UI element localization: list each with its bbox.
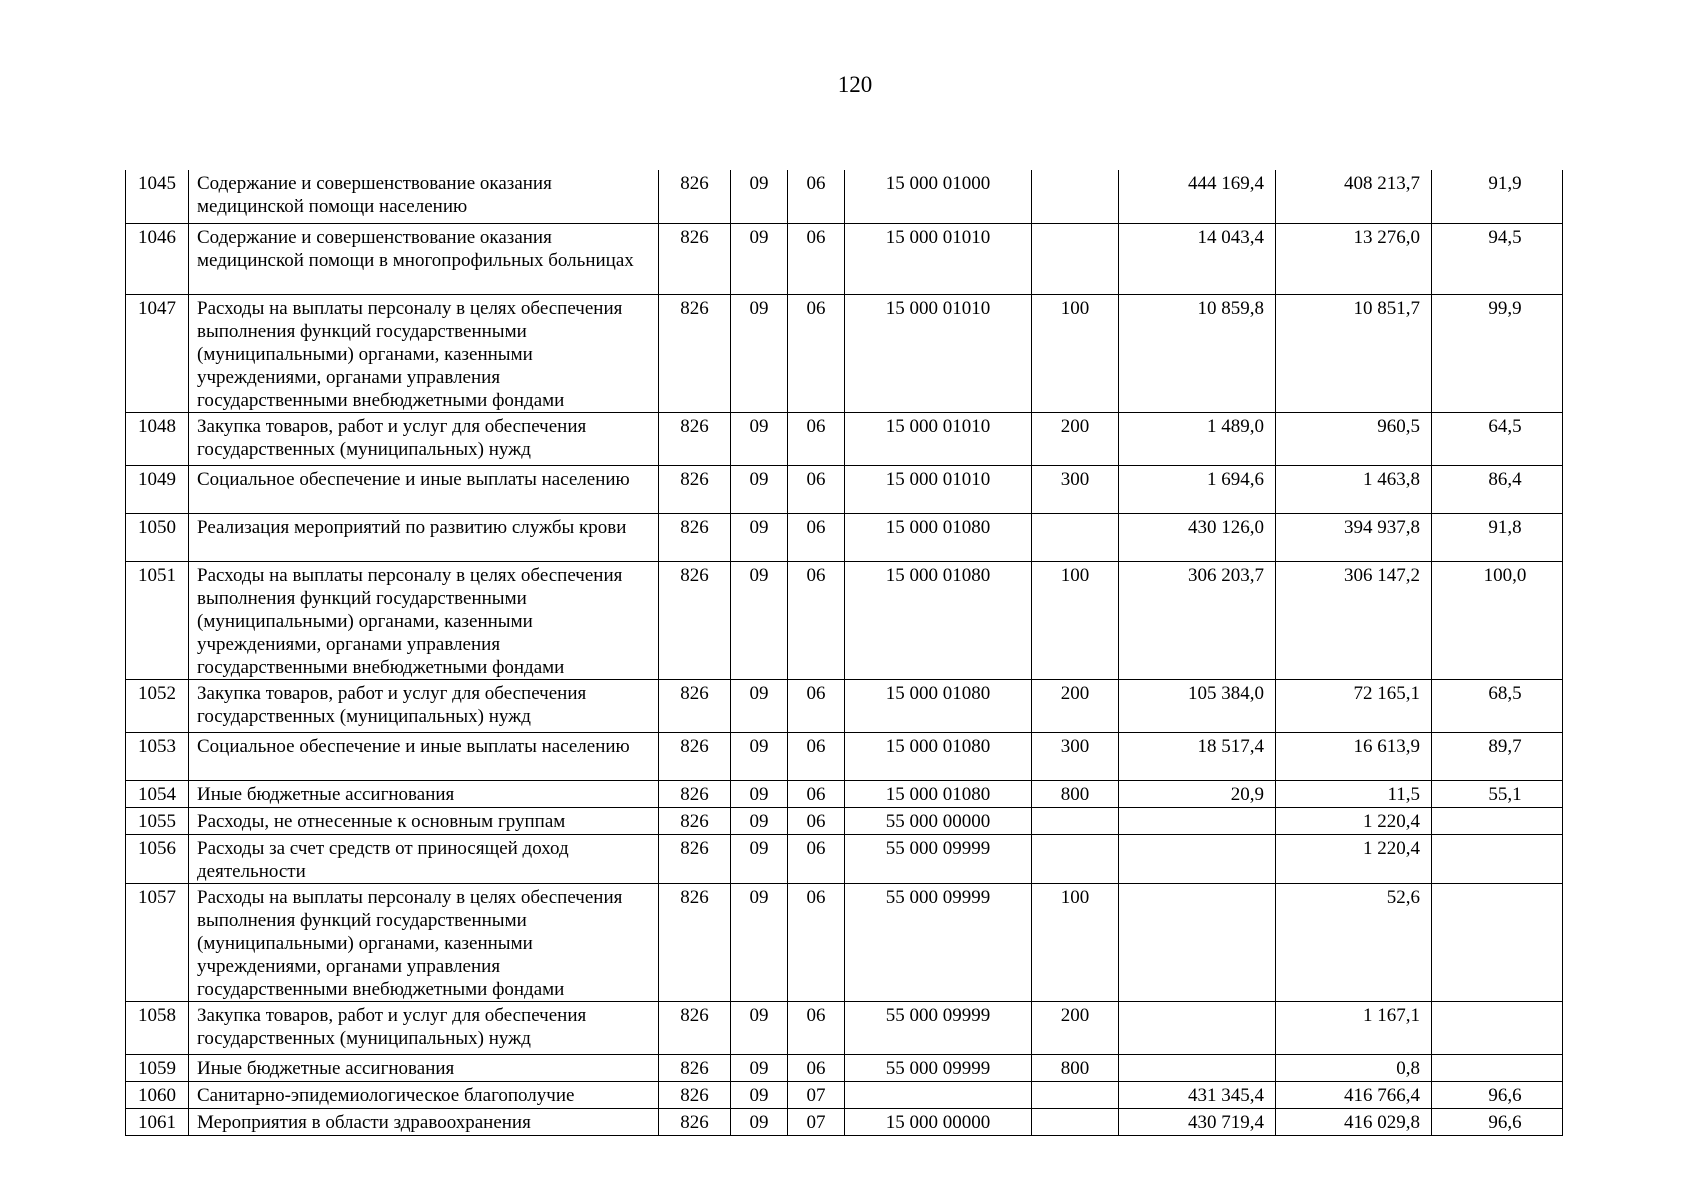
- row-pr: 06: [788, 1054, 845, 1081]
- row-ved: 826: [659, 834, 731, 883]
- row-ved: 826: [659, 1108, 731, 1135]
- row-rz: 09: [731, 1081, 788, 1108]
- row-vr: 200: [1032, 412, 1119, 465]
- row-name: Содержание и совершенствование оказания медицинской помощи в многопрофильных больницах: [189, 223, 659, 294]
- row-name: Санитарно-эпидемиологическое благополучие: [189, 1081, 659, 1108]
- row-plan: 14 043,4: [1119, 223, 1276, 294]
- table-row: [126, 1054, 1563, 1081]
- row-rz: 09: [731, 883, 788, 1001]
- row-number: 1051: [126, 561, 189, 679]
- row-ved: 826: [659, 223, 731, 294]
- row-rz: 09: [731, 1108, 788, 1135]
- row-number: 1049: [126, 465, 189, 513]
- row-number: 1061: [126, 1108, 189, 1135]
- row-plan: 444 169,4: [1119, 170, 1276, 223]
- row-name: Содержание и совершенствование оказания медицинской помощи населению: [189, 170, 659, 223]
- row-csr: 15 000 01080: [845, 561, 1032, 679]
- row-name: Иные бюджетные ассигнования: [189, 780, 659, 807]
- row-percent: 89,7: [1432, 732, 1563, 780]
- row-percent: 55,1: [1432, 780, 1563, 807]
- row-plan: 430 126,0: [1119, 513, 1276, 561]
- row-ved: 826: [659, 412, 731, 465]
- row-ved: 826: [659, 1001, 731, 1054]
- row-vr: [1032, 223, 1119, 294]
- row-number: 1047: [126, 294, 189, 412]
- row-ved: 826: [659, 807, 731, 834]
- row-rz: 09: [731, 412, 788, 465]
- row-plan: [1119, 1054, 1276, 1081]
- row-percent: 99,9: [1432, 294, 1563, 412]
- row-vr: 300: [1032, 465, 1119, 513]
- row-name: Закупка товаров, работ и услуг для обеспечения государственных (муниципальных) нужд: [189, 412, 659, 465]
- table-row: [126, 412, 1563, 465]
- row-rz: 09: [731, 732, 788, 780]
- row-fact: 1 463,8: [1276, 465, 1432, 513]
- row-ved: 826: [659, 883, 731, 1001]
- row-vr: 800: [1032, 780, 1119, 807]
- row-ved: 826: [659, 513, 731, 561]
- row-plan: 10 859,8: [1119, 294, 1276, 412]
- row-csr: 55 000 00000: [845, 807, 1032, 834]
- table-row: [126, 1001, 1563, 1054]
- row-vr: 300: [1032, 732, 1119, 780]
- row-rz: 09: [731, 513, 788, 561]
- row-percent: 64,5: [1432, 412, 1563, 465]
- row-fact: 1 220,4: [1276, 834, 1432, 883]
- row-csr: 55 000 09999: [845, 834, 1032, 883]
- row-csr: 15 000 01010: [845, 465, 1032, 513]
- row-vr: [1032, 513, 1119, 561]
- row-vr: [1032, 834, 1119, 883]
- row-number: 1054: [126, 780, 189, 807]
- row-number: 1055: [126, 807, 189, 834]
- row-rz: 09: [731, 223, 788, 294]
- row-ved: 826: [659, 1054, 731, 1081]
- table-row: [126, 223, 1563, 294]
- row-csr: 15 000 01080: [845, 732, 1032, 780]
- row-fact: 0,8: [1276, 1054, 1432, 1081]
- row-name: Закупка товаров, работ и услуг для обеспечения государственных (муниципальных) нужд: [189, 679, 659, 732]
- table-row: [126, 513, 1563, 561]
- table-row: [126, 465, 1563, 513]
- row-name: Расходы, не отнесенные к основным группам: [189, 807, 659, 834]
- row-name: Закупка товаров, работ и услуг для обеспечения государственных (муниципальных) нужд: [189, 1001, 659, 1054]
- row-percent: [1432, 1001, 1563, 1054]
- row-rz: 09: [731, 679, 788, 732]
- row-plan: 105 384,0: [1119, 679, 1276, 732]
- row-rz: 09: [731, 1001, 788, 1054]
- row-pr: 06: [788, 807, 845, 834]
- row-csr: 15 000 01080: [845, 513, 1032, 561]
- row-plan: 430 719,4: [1119, 1108, 1276, 1135]
- row-pr: 06: [788, 465, 845, 513]
- row-fact: 416 766,4: [1276, 1081, 1432, 1108]
- row-name: Расходы на выплаты персоналу в целях обеспечения выполнения функций государственными (муниципальными) органами, казенными учреждениями, органами управления государственными внебюджетными фондами: [189, 294, 659, 412]
- row-number: 1048: [126, 412, 189, 465]
- row-number: 1045: [126, 170, 189, 223]
- row-name: Мероприятия в области здравоохранения: [189, 1108, 659, 1135]
- page-number: 120: [837, 72, 873, 97]
- row-fact: 72 165,1: [1276, 679, 1432, 732]
- row-csr: 55 000 09999: [845, 883, 1032, 1001]
- row-csr: 55 000 09999: [845, 1054, 1032, 1081]
- row-percent: 91,9: [1432, 170, 1563, 223]
- row-vr: 200: [1032, 679, 1119, 732]
- row-plan: 431 345,4: [1119, 1081, 1276, 1108]
- row-pr: 07: [788, 1108, 845, 1135]
- row-number: 1050: [126, 513, 189, 561]
- row-csr: [845, 1081, 1032, 1108]
- row-fact: 16 613,9: [1276, 732, 1432, 780]
- row-vr: 100: [1032, 561, 1119, 679]
- row-pr: 06: [788, 412, 845, 465]
- row-number: 1060: [126, 1081, 189, 1108]
- row-ved: 826: [659, 780, 731, 807]
- row-fact: 960,5: [1276, 412, 1432, 465]
- row-rz: 09: [731, 834, 788, 883]
- row-name: Социальное обеспечение и иные выплаты населению: [189, 732, 659, 780]
- row-pr: 07: [788, 1081, 845, 1108]
- row-plan: 18 517,4: [1119, 732, 1276, 780]
- row-csr: 15 000 01010: [845, 294, 1032, 412]
- row-percent: [1432, 1054, 1563, 1081]
- row-fact: 13 276,0: [1276, 223, 1432, 294]
- row-pr: 06: [788, 780, 845, 807]
- row-vr: 200: [1032, 1001, 1119, 1054]
- row-ved: 826: [659, 561, 731, 679]
- row-pr: 06: [788, 1001, 845, 1054]
- row-csr: 15 000 01010: [845, 223, 1032, 294]
- row-number: 1056: [126, 834, 189, 883]
- row-plan: 20,9: [1119, 780, 1276, 807]
- row-pr: 06: [788, 679, 845, 732]
- row-ved: 826: [659, 732, 731, 780]
- row-pr: 06: [788, 834, 845, 883]
- table-row: [126, 780, 1563, 807]
- row-plan: [1119, 1001, 1276, 1054]
- table-row: [126, 170, 1563, 223]
- table-row: [126, 1108, 1563, 1135]
- row-name: Социальное обеспечение и иные выплаты населению: [189, 465, 659, 513]
- row-percent: [1432, 807, 1563, 834]
- row-ved: 826: [659, 679, 731, 732]
- row-pr: 06: [788, 513, 845, 561]
- row-rz: 09: [731, 561, 788, 679]
- row-pr: 06: [788, 170, 845, 223]
- row-csr: 15 000 01080: [845, 780, 1032, 807]
- row-ved: 826: [659, 1081, 731, 1108]
- table-body: [126, 170, 1563, 1135]
- row-rz: 09: [731, 294, 788, 412]
- row-csr: 15 000 00000: [845, 1108, 1032, 1135]
- row-plan: 1 489,0: [1119, 412, 1276, 465]
- table-row: [126, 1081, 1563, 1108]
- row-number: 1058: [126, 1001, 189, 1054]
- row-plan: [1119, 883, 1276, 1001]
- row-plan: [1119, 834, 1276, 883]
- row-plan: 1 694,6: [1119, 465, 1276, 513]
- row-csr: 15 000 01080: [845, 679, 1032, 732]
- row-rz: 09: [731, 780, 788, 807]
- row-pr: 06: [788, 223, 845, 294]
- row-vr: 100: [1032, 883, 1119, 1001]
- row-fact: 10 851,7: [1276, 294, 1432, 412]
- row-vr: [1032, 1108, 1119, 1135]
- row-plan: [1119, 807, 1276, 834]
- row-number: 1046: [126, 223, 189, 294]
- row-percent: 86,4: [1432, 465, 1563, 513]
- row-percent: 96,6: [1432, 1081, 1563, 1108]
- row-csr: 15 000 01000: [845, 170, 1032, 223]
- table-row: [126, 883, 1563, 1001]
- row-number: 1052: [126, 679, 189, 732]
- row-percent: 96,6: [1432, 1108, 1563, 1135]
- row-name: Иные бюджетные ассигнования: [189, 1054, 659, 1081]
- row-percent: [1432, 834, 1563, 883]
- row-csr: 55 000 09999: [845, 1001, 1032, 1054]
- table-row: [126, 732, 1563, 780]
- row-percent: 68,5: [1432, 679, 1563, 732]
- table-row: [126, 679, 1563, 732]
- row-rz: 09: [731, 170, 788, 223]
- row-pr: 06: [788, 732, 845, 780]
- row-name: Расходы за счет средств от приносящей доход деятельности: [189, 834, 659, 883]
- row-pr: 06: [788, 294, 845, 412]
- row-percent: 91,8: [1432, 513, 1563, 561]
- row-name: Расходы на выплаты персоналу в целях обеспечения выполнения функций государственными (муниципальными) органами, казенными учреждениями, органами управления государственными внебюджетными фондами: [189, 883, 659, 1001]
- row-vr: [1032, 170, 1119, 223]
- row-fact: 1 220,4: [1276, 807, 1432, 834]
- row-number: 1057: [126, 883, 189, 1001]
- row-vr: [1032, 807, 1119, 834]
- row-rz: 09: [731, 807, 788, 834]
- row-vr: 800: [1032, 1054, 1119, 1081]
- row-fact: 52,6: [1276, 883, 1432, 1001]
- table-row: [126, 807, 1563, 834]
- row-vr: [1032, 1081, 1119, 1108]
- table-row: [126, 561, 1563, 679]
- row-fact: 1 167,1: [1276, 1001, 1432, 1054]
- row-ved: 826: [659, 465, 731, 513]
- row-fact: 416 029,8: [1276, 1108, 1432, 1135]
- row-vr: 100: [1032, 294, 1119, 412]
- row-number: 1059: [126, 1054, 189, 1081]
- row-ved: 826: [659, 294, 731, 412]
- row-percent: 100,0: [1432, 561, 1563, 679]
- row-rz: 09: [731, 1054, 788, 1081]
- row-name: Реализация мероприятий по развитию службы крови: [189, 513, 659, 561]
- row-name: Расходы на выплаты персоналу в целях обеспечения выполнения функций государственными (муниципальными) органами, казенными учреждениями, органами управления государственными внебюджетными фондами: [189, 561, 659, 679]
- budget-table: [125, 170, 1563, 1136]
- row-percent: 94,5: [1432, 223, 1563, 294]
- row-fact: 394 937,8: [1276, 513, 1432, 561]
- row-fact: 408 213,7: [1276, 170, 1432, 223]
- row-percent: [1432, 883, 1563, 1001]
- row-pr: 06: [788, 561, 845, 679]
- row-pr: 06: [788, 883, 845, 1001]
- row-fact: 11,5: [1276, 780, 1432, 807]
- row-number: 1053: [126, 732, 189, 780]
- table-row: [126, 834, 1563, 883]
- row-ved: 826: [659, 170, 731, 223]
- table-row: [126, 294, 1563, 412]
- row-fact: 306 147,2: [1276, 561, 1432, 679]
- row-plan: 306 203,7: [1119, 561, 1276, 679]
- row-csr: 15 000 01010: [845, 412, 1032, 465]
- row-rz: 09: [731, 465, 788, 513]
